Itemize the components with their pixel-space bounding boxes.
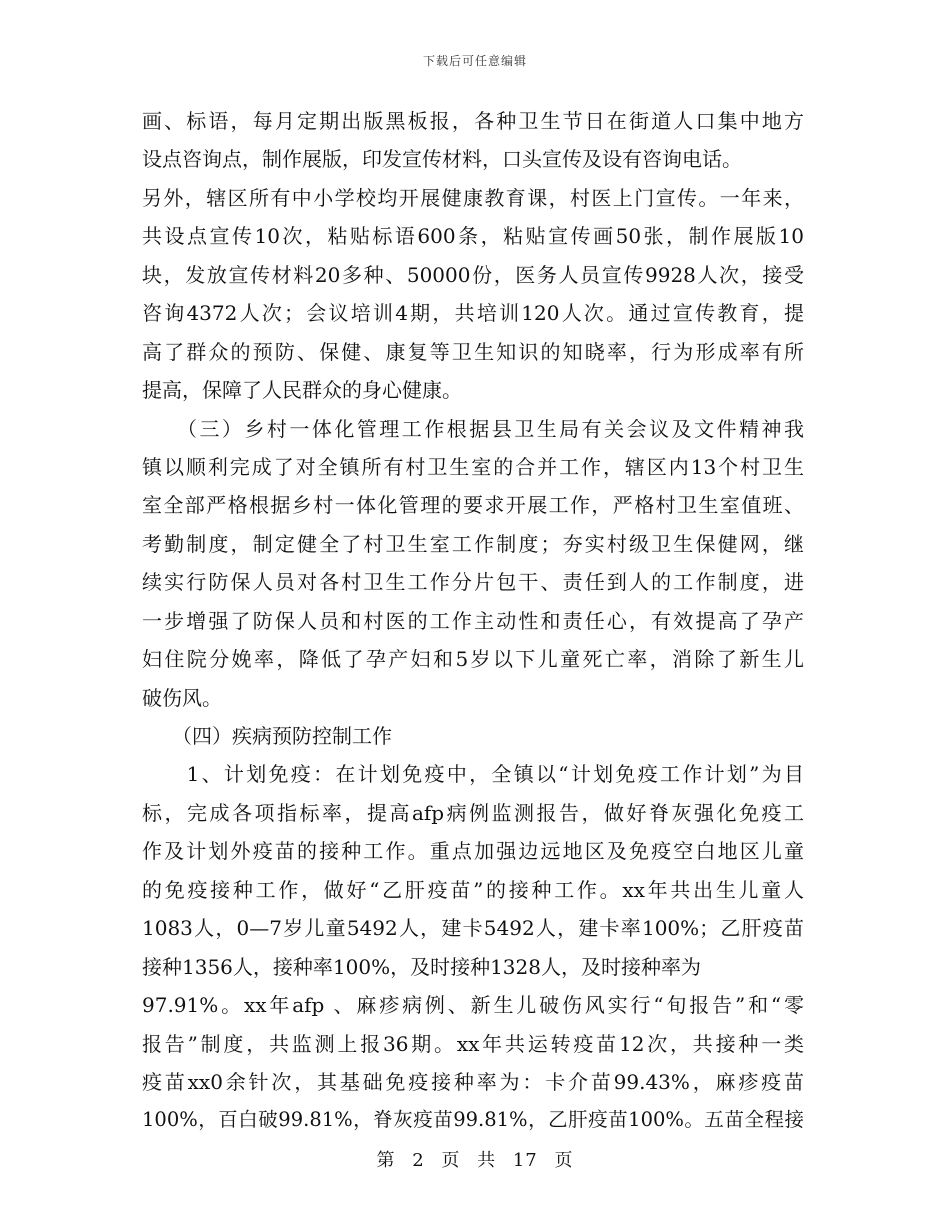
text-line: 疫苗xx0余针次，其基础免疫接种率为：卡介苗99.43%，麻疹疫苗 — [142, 1069, 804, 1094]
text-line: 接种1356人，接种率100%，及时接种1328人，及时接种率为 — [142, 954, 701, 979]
text-line: 续实行防保人员对各村卫生工作分片包干、责任到人的工作制度，进 — [142, 570, 804, 595]
page-footer: 第 2 页 共 17 页 — [376, 1150, 574, 1171]
text-line: 画、标语，每月定期出版黑板报，各种卫生节日在街道人口集中地方 — [142, 109, 804, 133]
text-line: 镇以顺利完成了对全镇所有村卫生室的合并工作，辖区内13个村卫生 — [142, 454, 804, 479]
text-line: 咨询4372人次；会议培训4期，共培训120人次。通过宣传教育，提 — [142, 301, 804, 326]
text-line: 作及计划外疫苗的接种工作。重点加强边远地区及免疫空白地区儿童 — [142, 839, 804, 864]
text-line: （三）乡村一体化管理工作根据县卫生局有关会议及文件精神我 — [142, 416, 804, 441]
text-line: 妇住院分娩率，降低了孕产妇和5岁以下儿童死亡率，消除了新生儿 — [142, 647, 804, 672]
text-line: 设点咨询点，制作展版，印发宣传材料，口头宣传及设有咨询电话。 — [142, 147, 742, 172]
text-line: 另外，辖区所有中小学校均开展健康教育课，村医上门宣传。一年来， — [142, 185, 804, 210]
text-line: 共设点宣传10次，粘贴标语600条，粘贴宣传画50张，制作展版10 — [142, 224, 804, 249]
text-line: 标，完成各项指标率，提高afp病例监测报告，做好脊灰强化免疫工 — [142, 800, 804, 825]
text-line: 的免疫接种工作，做好“乙肝疫苗”的接种工作。xx年共出生儿童人 — [142, 877, 804, 902]
text-line: 高了群众的预防、保健、康复等卫生知识的知晓率，行为形成率有所 — [142, 339, 804, 364]
text-line: 1083人，0—7岁儿童5492人，建卡5492人，建卡率100%；乙肝疫苗 — [142, 916, 804, 941]
document-body — [142, 102, 804, 1140]
text-line: 提高，保障了人民群众的身心健康。 — [142, 378, 462, 403]
text-line: 块，发放宣传材料20多种、50000份，医务人员宣传9928人次，接受 — [142, 262, 804, 287]
text-line: 考勤制度，制定健全了村卫生室工作制度；夯实村级卫生保健网，继 — [142, 531, 804, 556]
page-header: 下载后可任意编辑 — [422, 54, 527, 68]
text-line: 97.91%。xx年afp 、麻疹病例、新生儿破伤风实行“旬报告”和“零 — [142, 993, 804, 1018]
text-line: 室全部严格根据乡村一体化管理的要求开展工作，严格村卫生室值班、 — [142, 493, 804, 518]
text-line: 1、计划免疫：在计划免疫中，全镇以“计划免疫工作计划”为目 — [142, 762, 804, 787]
text-line: 报告”制度，共监测上报36期。xx年共运转疫苗12次，共接种一类 — [142, 1031, 804, 1056]
text-line: 100%，百白破99.81%，脊灰疫苗99.81%，乙肝疫苗100%。五苗全程接 — [142, 1108, 804, 1132]
text-line: （四）疾病预防控制工作 — [142, 724, 392, 748]
text-line: 破伤风。 — [142, 685, 222, 710]
text-line: 一步增强了防保人员和村医的工作主动性和责任心，有效提高了孕产 — [142, 608, 804, 633]
